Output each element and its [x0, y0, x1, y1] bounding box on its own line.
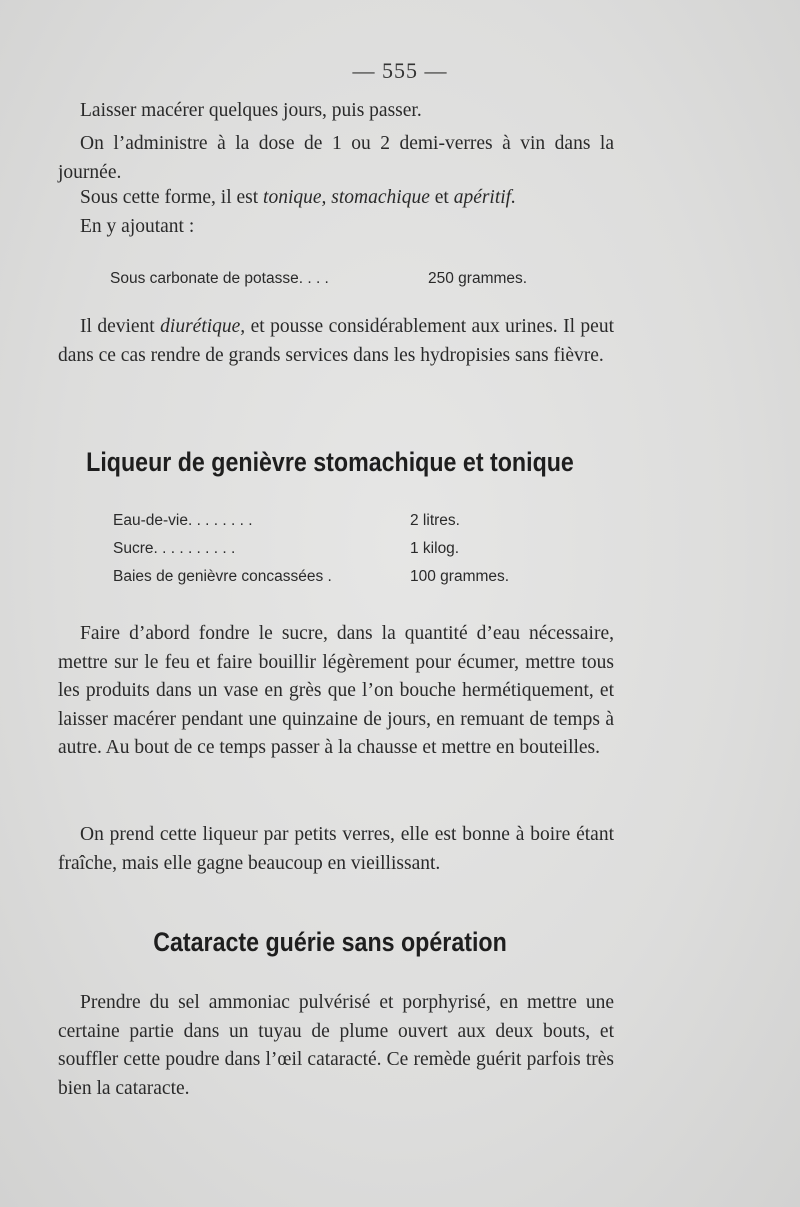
- properties-emphasis-2: apéritif.: [453, 187, 516, 208]
- page-number: — 555 —: [352, 58, 448, 83]
- cataracte-text: Prendre du sel ammoniac pulvérisé et porphyrisé, en mettre une certaine partie dans un tuyau de plume ouvert aux deux bouts, et souffler cette poudre dans l’œil cataracté. Ce remède guérit parfois très bien la cataracte.: [58, 992, 614, 1099]
- serving-text: On prend cette liqueur par petits verres, elle est bonne à boire étant fraîche, mais elle gagne beaucoup en vieillissant.: [58, 824, 614, 874]
- diuretic-before: Il devient: [80, 316, 161, 337]
- dose-text: On l’administre à la dose de 1 ou 2 demi-verres à vin dans la journée.: [58, 133, 614, 183]
- additive-ingredient: Sous carbonate de potasse. . . .: [110, 270, 329, 287]
- properties-text-before: Sous cette forme, il est: [80, 187, 264, 208]
- diuretic-emphasis: diurétique,: [160, 316, 246, 337]
- section-title-cataracte: Cataracte guérie sans opération: [153, 927, 507, 957]
- properties-emphasis: tonique, stomachique: [263, 187, 430, 208]
- intro-line-1: Laisser macérer quelques jours, puis passer.: [80, 100, 422, 121]
- preparation-text: Faire d’abord fondre le sucre, dans la quantité d’eau nécessaire, mettre sur le feu et faire bouillir légèrement pour écumer, mettre tous les produits dans un vase en grès que l’on bouche hermétiquement, et laisser macérer pendant une quinzaine de jours, en remuant de temps à autre. Au bout de ce temps passer à la chausse et mettre en bouteilles.: [58, 623, 614, 759]
- diuretic-after: et pousse considérablement aux urines. Il peut dans ce cas rendre de grands services dans les hydropisies sans fièvre.: [58, 316, 614, 366]
- additive-quantity: 250 grammes.: [428, 270, 528, 287]
- liqueur-serving-paragraph: [58, 821, 614, 878]
- intro-paragraph-dose: [58, 130, 614, 187]
- ingredient-name: Baies de genièvre concassées .: [113, 568, 332, 585]
- liqueur-preparation-paragraph: [58, 620, 614, 763]
- intro-paragraph-properties: [80, 187, 516, 209]
- ingredient-qty: 2 litres.: [410, 512, 460, 529]
- ingredient-name: Sucre. . . . . . . . . .: [113, 540, 236, 557]
- cataracte-paragraph: [58, 989, 614, 1103]
- intro-line-adding: En y ajoutant :: [80, 216, 195, 237]
- properties-text-mid: et: [429, 187, 454, 208]
- ingredient-name: Eau-de-vie. . . . . . . .: [113, 512, 253, 529]
- section-title-liqueur: Liqueur de genièvre stomachique et tonique: [86, 447, 574, 477]
- diuretic-paragraph: [58, 313, 614, 370]
- ingredient-qty: 100 grammes.: [410, 568, 510, 585]
- ingredient-qty: 1 kilog.: [410, 540, 460, 557]
